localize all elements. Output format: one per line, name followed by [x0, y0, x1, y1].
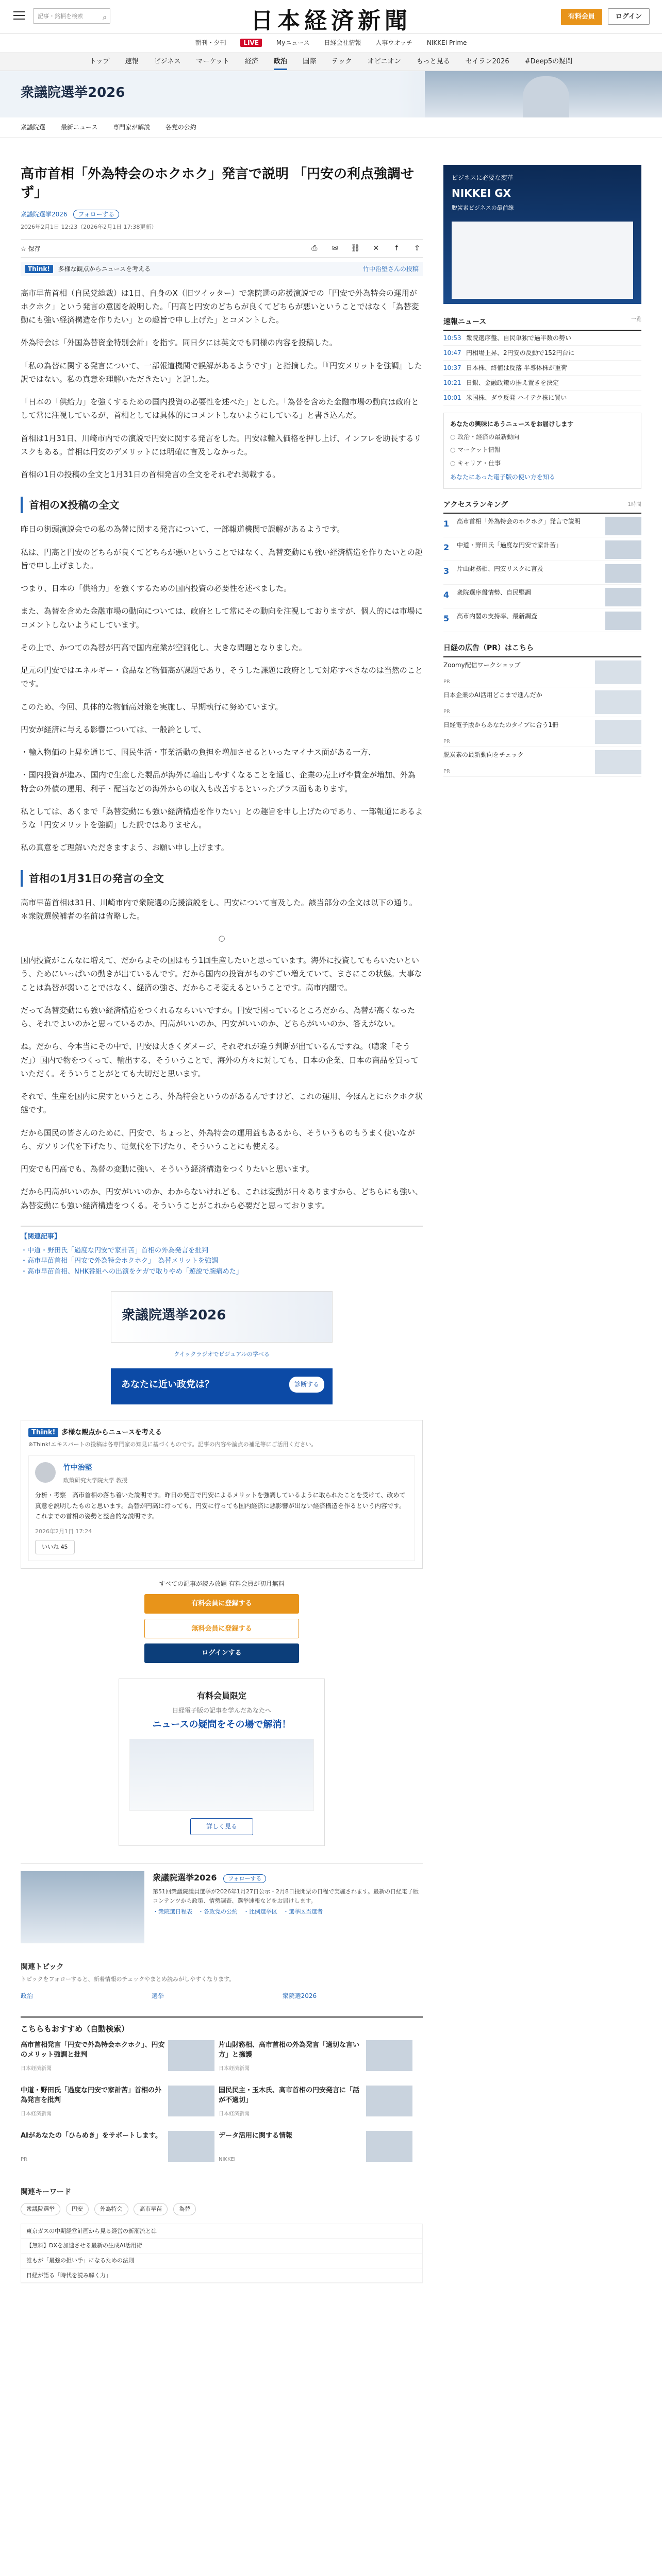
recs-title: こちらもおすすめ（自動検索） — [21, 2024, 129, 2033]
pr-item[interactable] — [443, 687, 641, 717]
rank-thumb — [605, 540, 641, 559]
login-button[interactable]: ログイン — [608, 8, 650, 25]
pref-link[interactable]: あなたにあった電子版の使い方を知る — [450, 473, 555, 481]
pref-option[interactable]: ○ 政治・経済の最新動向 — [450, 432, 635, 442]
pr-label: PR — [443, 708, 450, 715]
series-title[interactable]: 衆議院選挙2026 — [153, 1872, 217, 1883]
rank-number: 2 — [443, 543, 450, 553]
gx-logo: NIKKEI GX — [452, 187, 511, 200]
nav-international[interactable]: 国際 — [303, 58, 317, 65]
related-link[interactable]: ・中道・野田氏「過度な円安で家計苦」首相の外為発言を批判 — [21, 1246, 209, 1255]
paragraph: ・輸入物価の上昇を通じて、国民生活・事業活動の負担を増加させるといったマイナス面がある一方、 — [21, 748, 376, 757]
paid-more-button[interactable]: 詳しく見る — [190, 1818, 253, 1835]
series-links[interactable]: ・衆院選日程表 ・各政党の公約 ・比例選挙区 ・選挙区当選者 — [153, 1908, 323, 1916]
paid-screenshot — [129, 1739, 314, 1811]
pr-thumb — [595, 720, 641, 744]
think-tag: Think! — [25, 265, 53, 273]
party-match-title: あなたに近い政党は？ — [121, 1379, 214, 1390]
nav-deep5[interactable]: #Deep5の疑問 — [524, 58, 573, 65]
rank-period[interactable]: 1時間 — [627, 501, 641, 507]
search-icon[interactable]: ⌕ — [103, 13, 107, 22]
paragraph: 高市早苗首相（自民党総裁）は1日、自身のX（旧ツイッター）で衆院選の応援演説での「円安で外為特会の運用がホクホク」という発言の意図を説明した。「円高と円安のどちらが良くてどちらが悪いということではなく「為替変動にも強い経済構造を作りたい」との趣旨で申し上げた」とコメントした。 — [21, 288, 419, 325]
rec-item[interactable] — [21, 2131, 219, 2170]
main-nav — [0, 53, 662, 71]
related-link[interactable]: ・高市早苗首相、NHK番組への出演をケガで取りやめ「遊説で腕痛めた」 — [21, 1268, 243, 1276]
article-column — [21, 165, 423, 2283]
pref-option[interactable]: ○ マーケット情報 — [450, 445, 635, 455]
rec-title: 高市首相発言「円安で外為特会ホクホク」、円安のメリット強調と批判 — [21, 2041, 165, 2059]
rec-item[interactable] — [219, 2131, 417, 2170]
rec-source: 日本経済新聞 — [21, 2111, 52, 2117]
keyword-chip[interactable]: 為替 — [173, 2203, 196, 2215]
ad-title: 衆議院選挙2026 — [122, 1308, 226, 1323]
topic-item[interactable]: 政治 — [21, 1992, 34, 1999]
comment-date: 2026年2月1日 17:24 — [35, 1528, 92, 1535]
save-label[interactable]: 保存 — [28, 245, 41, 252]
news-time: 10:47 — [443, 349, 461, 357]
promo-link[interactable]: 日経が語る「時代を読み解く力」 — [21, 2268, 422, 2283]
pr-item[interactable] — [443, 717, 641, 747]
promo-link[interactable]: 【無料】DXを加速させる最新の生成AI活用術 — [21, 2239, 422, 2253]
news-item[interactable] — [443, 376, 641, 391]
news-title: 速報ニュース — [443, 318, 487, 326]
link-personnel[interactable]: 人事ウオッチ — [375, 39, 413, 46]
gift-icon[interactable]: ✉ — [332, 244, 338, 252]
x-share-icon[interactable]: ✕ — [373, 244, 379, 252]
sidebar — [443, 165, 641, 777]
article-toolbar — [21, 239, 423, 258]
breaking-news — [443, 314, 641, 405]
rec-thumb — [168, 2131, 214, 2162]
nav-market[interactable]: マーケット — [196, 58, 229, 65]
election-banner[interactable] — [0, 71, 662, 117]
section-heading-speech: 首相の1月31日の発言の全文 — [21, 870, 423, 887]
pr-text: 日経電子版からあなたのタイプに合う1冊 — [443, 721, 559, 728]
think-banner[interactable] — [21, 262, 423, 276]
paid-title: 有料会員限定 — [196, 1690, 246, 1701]
rec-source: PR — [21, 2156, 27, 2162]
news-more-link[interactable]: 一覧 — [631, 317, 641, 323]
series-desc: 第51回衆議院議員選挙が2026年1月27日公示・2月8日投開票の日程で実施されます。最新の日経電子版コンテンツから政策、情勢調査、選挙速報などをお届けします。 — [153, 1888, 419, 1904]
rank-thumb — [605, 612, 641, 630]
rec-item[interactable] — [21, 2040, 219, 2079]
topic-item[interactable]: 選挙 — [151, 1992, 164, 1999]
recommendations — [21, 2016, 423, 2176]
nav-tech[interactable]: テック — [332, 58, 352, 65]
rec-thumb — [168, 2040, 214, 2071]
news-text: 日本株、終値は反落 半導体株が重荷 — [466, 364, 567, 371]
separator-ring: ○ — [218, 934, 225, 943]
section-heading-post: 首相のX投稿の全文 — [21, 497, 423, 513]
article-title: 高市首相「外為特会のホクホク」発言で説明 「円安の利点強調せず」 — [21, 166, 415, 201]
paragraph: 首相の1日の投稿の全文と1月31日の首相発言の全文をそれぞれ掲載する。 — [21, 470, 280, 480]
subnav-experts[interactable]: 専門家が解説 — [113, 124, 151, 131]
register-paid-button[interactable]: 有料会員に登録する — [144, 1594, 299, 1614]
rank-item[interactable] — [443, 561, 641, 585]
share-icon[interactable]: ⇪ — [414, 244, 420, 252]
rec-thumb — [366, 2131, 412, 2162]
subnav-election[interactable]: 衆議院選 — [21, 124, 46, 131]
series-box — [21, 1863, 423, 1951]
diet-dome-shape — [523, 76, 569, 117]
paragraph: 円安でも円高でも、為替の変動に強い、そういう経済構造をつくりたいと思います。 — [21, 1164, 314, 1174]
news-time: 10:01 — [443, 394, 461, 401]
like-button[interactable]: いいね 45 — [35, 1540, 75, 1554]
follow-button[interactable]: フォローする — [73, 210, 119, 219]
rec-source: 日本経済新聞 — [21, 2065, 52, 2072]
paragraph: 国内投資がこんなに増えて、だからよその国はもう1回生産したいと思っています。海外に投資してもらいたいという、ためにいっぱいの動きが出ているんです。だから国内の投資がものすごい増えていて、まさにこの状態。大事なことは為替が弱いことではなく、経済の強さ、だからこそ変えるということです。高市内閣で。 — [21, 956, 422, 992]
paragraph: ね。だから、今本当にその中で、円安は大きくダメージ、それぞれが違う判断が出ているんですね。（聴衆「そうだ」）国内で物をつくって、輸出する、そういうことで、海外の方々に対しても、日本の企業、日本の商品を買っていただく。そういうことがとても大切だと思います。 — [21, 1042, 419, 1078]
keyword-chip[interactable]: 衆議院選挙 — [21, 2203, 60, 2215]
paragraph: 高市早苗首相は31日、川崎市内で衆院選の応援演説をし、円安について言及した。該当部分の全文は以下の通り。＊衆院選候補者の名前は省略した。 — [21, 897, 417, 921]
rank-number: 1 — [443, 519, 450, 529]
rec-item[interactable] — [21, 2086, 219, 2125]
rank-thumb — [605, 517, 641, 535]
paid-sub: 日経電子版の記事を学んだあなたへ — [172, 1706, 271, 1714]
rank-title: アクセスランキング — [443, 500, 508, 509]
gx-screenshot — [452, 222, 633, 299]
paragraph: 昨日の街頭演説会での私の為替に関する発言について、一部報道機関で誤解があるようです。 — [21, 524, 345, 534]
site-logo[interactable]: 日本経済新聞 — [251, 8, 411, 34]
related-title: 【関連記事】 — [21, 1232, 61, 1241]
think-box-title: 多様な観点からニュースを考える — [61, 1428, 162, 1436]
pr-label: PR — [443, 768, 450, 774]
rec-title: AIがあなたの「ひらめき」をサポートします。 — [21, 2131, 162, 2140]
topics-title: 関連トピック — [21, 1962, 64, 1971]
news-item[interactable] — [443, 346, 641, 361]
nav-breaking[interactable]: 速報 — [125, 58, 139, 65]
article-body — [21, 286, 423, 1212]
related-keywords — [21, 2187, 423, 2283]
pref-option[interactable]: ○ キャリア・仕事 — [450, 459, 635, 468]
nav-economy[interactable]: 経済 — [244, 58, 258, 65]
site-header — [0, 0, 662, 34]
rec-title: 片山財務相、高市首相の外為発言「適切な言い方」と擁護 — [219, 2041, 360, 2059]
pr-item[interactable] — [443, 747, 641, 777]
pr-thumb — [595, 660, 641, 684]
rank-item[interactable] — [443, 514, 641, 537]
facebook-share-icon[interactable]: f — [395, 244, 398, 252]
news-text: 日銀、金融政策の据え置きを決定 — [466, 379, 559, 386]
link-morning-evening[interactable]: 朝刊・夕刊 — [195, 39, 226, 46]
rec-title: 中道・野田氏「過度な円安で家計苦」首相の外為発言を批判 — [21, 2086, 162, 2105]
keyword-chip[interactable]: 外為特会 — [94, 2203, 128, 2215]
expert-comment — [28, 1455, 415, 1561]
nav-more[interactable]: もっと見る — [416, 58, 450, 65]
expert-title: 政策研究大学院大学 教授 — [63, 1477, 128, 1484]
rec-title: データ活用に関する情報 — [219, 2131, 293, 2140]
think-expert-box — [21, 1420, 423, 1569]
pr-label: PR — [443, 738, 450, 744]
keyword-chip[interactable]: 高市早苗 — [134, 2203, 168, 2215]
paid-headline: ニュースの疑問をその場で解消！ — [152, 1719, 291, 1730]
think-text: 多様な観点からニュースを考える — [58, 265, 151, 273]
rank-number: 5 — [443, 614, 450, 624]
rank-item[interactable] — [443, 608, 641, 632]
link-mynews[interactable]: Myニュース — [276, 39, 310, 46]
paragraph: 私は、円高と円安のどちらが良くてどちらが悪いということではなく、為替変動にも強い経済構造を作りたいとの趣旨で申し上げました。 — [21, 547, 423, 570]
pr-section — [443, 642, 641, 776]
banner-title: 衆議院選挙2026 — [21, 85, 125, 100]
keywords-title: 関連キーワード — [21, 2188, 71, 2196]
quiz-small[interactable]: クイックラジオでビジュアルの学べる — [174, 1351, 270, 1358]
related-articles — [21, 1226, 423, 1278]
search-placeholder: 記事・銘柄を検索 — [38, 13, 83, 20]
rank-item[interactable] — [443, 585, 641, 608]
topics-sub: トピックをフォローすると、新着情報のチェックやまとめ読みがしやすくなります。 — [21, 1976, 235, 1983]
news-time: 10:53 — [443, 334, 461, 342]
paragraph: 私としては、あくまで「為替変動にも強い経済構造を作りたい」との趣旨を申し上げたのであり、一部報道にあるような「円安メリットを強調」した訳ではありません。 — [21, 806, 423, 830]
paragraph: 足元の円安ではエネルギー・食品など物価高が課題であり、そうした課題に政府として対応すべきなのは当然のことです。 — [21, 666, 423, 689]
paragraph: だから国民の皆さんのために、円安で、ちょっと、外為特会の運用益もあるから、そういうものもうまく使いながら、ガソリン代を下げたり、電気代を下げたり、そういうことにも使える。 — [21, 1128, 415, 1151]
think-link[interactable]: 竹中治堅さんの投稿 — [362, 265, 419, 273]
promo-link[interactable]: 誰もが「最強の担い手」になるための法則 — [21, 2253, 422, 2268]
gx-sub: 脱炭素ビジネスの最前線 — [452, 205, 514, 212]
paragraph: 「日本の「供給力」を強くするための国内投資の必要性を述べた」とした。「為替を含めた金融市場の動向は政府として常に注視しているが、首相としては具体的にコメントしないようにしている」と書き込んだ。 — [21, 397, 419, 420]
news-text: 円相場上昇、2円安の反動で152円台に — [466, 349, 575, 357]
nav-top[interactable]: トップ — [89, 58, 110, 65]
menu-icon[interactable] — [13, 11, 25, 21]
rank-number: 3 — [443, 566, 450, 577]
paragraph: その上で、かつての為替が円高で国内産業が空洞化し、大きな問題となりました。 — [21, 642, 307, 652]
subnav-pledges[interactable]: 各党の公約 — [165, 124, 196, 131]
paragraph: ・国内投資が進み、国内で生産した製品が海外に輸出しやすくなることを通じ、企業の売上げや賃金が増加、外為特会の外債の運用、利子・配当などの海外からの収入も改善するといったプラス面もあります。 — [21, 770, 416, 793]
election-ad-banner[interactable] — [111, 1291, 333, 1343]
nav-opinion[interactable]: オピニオン — [367, 58, 401, 65]
paid-member-button[interactable]: 有料会員 — [561, 9, 602, 25]
paragraph: 私の真意をご理解いただきますよう、お願い申し上げます。 — [21, 843, 229, 853]
rec-source: NIKKEI — [219, 2156, 236, 2162]
preference-box — [443, 413, 641, 489]
pr-label: PR — [443, 679, 450, 685]
rec-item[interactable] — [219, 2086, 417, 2125]
keyword-chip[interactable]: 円安 — [66, 2203, 89, 2215]
related-link[interactable]: ・高市早苗首相「円安で外為特会ホクホク」 為替メリットを強調 — [21, 1257, 218, 1265]
paragraph: 外為特会は「外国為替資金特別会計」を指す。同日夕には英文でも同様の内容を投稿した。 — [21, 338, 337, 348]
link-icon[interactable]: ⛓ — [351, 244, 360, 252]
gx-ad[interactable] — [443, 165, 641, 304]
paragraph: だって為替変動にも強い経済構造をつくれるならいいですか。円安で困っているところだから、為替が高くなったら、それでよいのかと思っているのか、円高がいいのか、円安がいいのか、どちらがいいのか、答えがない。 — [21, 1005, 416, 1029]
article-date: 2026年2月1日 12:23（2026年2月1日 17:38更新） — [21, 223, 157, 230]
promo-link[interactable]: 東京ガスの中期経営計画から見る経営の新潮流とは — [21, 2224, 422, 2239]
cta-login-button[interactable]: ログインする — [144, 1643, 299, 1663]
paragraph: 円安が経済に与える影響については、一般論として、 — [21, 724, 206, 734]
think-tag: Think! — [28, 1428, 58, 1437]
pr-text: 日本企業のAI活用どこまで進んだか — [443, 691, 542, 699]
subscribe-cta — [144, 1579, 299, 1663]
series-follow-button[interactable]: フォローする — [223, 1874, 266, 1883]
paragraph: つまり、日本の「供給力」を強くするための国内投資の必要性を述べました。 — [21, 584, 292, 594]
rank-thumb — [605, 588, 641, 606]
nav-business[interactable]: ビジネス — [154, 58, 181, 65]
rec-thumb — [168, 2086, 214, 2116]
rec-title: 国民民主・玉木氏、高市首相の円安発言に「話が不適切」 — [219, 2086, 360, 2105]
news-time: 10:21 — [443, 379, 461, 386]
print-icon[interactable]: ⎙ — [311, 244, 318, 252]
topic-item[interactable]: 衆院選2026 — [282, 1992, 317, 1999]
news-item[interactable] — [443, 331, 641, 346]
link-company-info[interactable]: 日経会社情報 — [324, 39, 361, 46]
rec-source: 日本経済新聞 — [219, 2111, 250, 2117]
related-topics — [21, 1961, 423, 2001]
nav-election[interactable]: セイラン2026 — [465, 58, 509, 65]
paragraph: 「私の為替に関する発言について、一部報道機関で誤解があるようです」と指摘した。「『円安メリットを強調』した訳ではない。私の真意を理解いただきたい」と記した。 — [21, 361, 422, 384]
party-match-button[interactable]: 診断する — [289, 1377, 324, 1393]
pr-text: 脱炭素の最新動向をチェック — [443, 751, 524, 758]
link-prime[interactable]: NIKKEI Prime — [426, 39, 467, 46]
party-match-banner[interactable] — [111, 1368, 333, 1404]
article-section[interactable]: 衆議院選挙2026 — [21, 210, 68, 218]
pr-item[interactable] — [443, 657, 641, 687]
rank-thumb — [605, 564, 641, 583]
access-ranking — [443, 499, 641, 632]
register-free-button[interactable]: 無料会員に登録する — [144, 1619, 299, 1638]
expert-name[interactable]: 竹中治堅 — [63, 1463, 92, 1472]
nav-politics[interactable]: 政治 — [274, 58, 287, 70]
pr-title: 日経の広告（PR）はこちら — [443, 642, 641, 657]
paid-feature-box — [119, 1679, 325, 1846]
rank-text: 中道・野田氏「過度な円安で家計苦」 — [457, 541, 562, 549]
pr-text: Zoomy配信ワークショップ — [443, 661, 521, 669]
pr-thumb — [595, 690, 641, 714]
bookmark-icon[interactable]: ☆ — [21, 245, 28, 252]
rec-thumb — [366, 2086, 412, 2116]
news-item[interactable] — [443, 361, 641, 376]
expert-text: 分析・考察 高市首相の落ち着いた説明です。昨日の発言で円安によるメリットを強調しているように取られたことを受けて、改めて真意を説明したものと思います。為替が円高に行っても、円安に行っても国内経済に悪影響が出ない経済構造を作るという内容です。これまでの首相の姿勢と整合的な説明です。 — [35, 1492, 406, 1520]
rank-item[interactable] — [443, 537, 641, 561]
paragraph: このため、今回、具体的な物価高対策を実施し、早期執行に努めています。 — [21, 702, 283, 711]
paragraph: 首相は1月31日、川崎市内での演説で円安に関する発言をした。円安は輸入価格を押し上げ、インフレを助長するリスクもある。首相は円安のデメリットには明確に言及しなかった。 — [21, 433, 422, 456]
rank-text: 片山財務相、円安リスクに言及 — [457, 565, 543, 573]
news-text: 米国株、ダウ反発 ハイテク株に買い — [466, 394, 567, 401]
series-image[interactable] — [21, 1871, 144, 1943]
think-note: ※Think!エキスパートの投稿は各専門家の知見に基づくものです。記事の内容や論点の補足等にご活用ください。 — [28, 1441, 317, 1448]
search-input[interactable] — [33, 8, 110, 24]
rank-text: 高市内閣の支持率、最新調査 — [457, 613, 538, 620]
gx-small: ビジネスに必要な変革 — [452, 174, 514, 181]
news-text: 衆院選序盤、自民単独で過半数の勢い — [466, 334, 572, 342]
rank-number: 4 — [443, 590, 450, 600]
rec-item[interactable] — [219, 2040, 417, 2079]
election-subnav — [0, 117, 662, 138]
avatar[interactable] — [35, 1462, 56, 1483]
rank-text: 高市首相「外為特会のホクホク」発言で説明 — [457, 518, 581, 526]
rec-source: 日本経済新聞 — [219, 2065, 250, 2072]
paragraph: それで、生産を国内に戻すというところ、外為特会というのがあるんですけど、これの運用、今ほんとにホクホク状態です。 — [21, 1092, 423, 1115]
rank-text: 衆院選序盤情勢、自民堅調 — [457, 589, 532, 597]
subnav-latest[interactable]: 最新ニュース — [60, 124, 98, 131]
paragraph: だから円高がいいのか、円安がいいのか、わからないけれども、これは変動が日々ありますから、どちらにも強い、為替変動にも強い経済構造をつくる。そういうことがこれから必要だと思っております。 — [21, 1187, 423, 1210]
news-item[interactable] — [443, 391, 641, 405]
news-time: 10:37 — [443, 364, 461, 371]
paragraph: また、為替を含めた金融市場の動向については、政府として常にその動向を注視しておりますが、個人的には市場にコメントしないようにしています。 — [21, 606, 423, 630]
link-live[interactable]: LIVE — [240, 39, 262, 47]
pref-title: あなたの興味にあうニュースをお届けします — [450, 420, 574, 428]
pr-thumb — [595, 750, 641, 774]
rec-thumb — [366, 2040, 412, 2071]
cta-text: すべての記事が読み放題 有料会員が初月無料 — [159, 1580, 285, 1587]
